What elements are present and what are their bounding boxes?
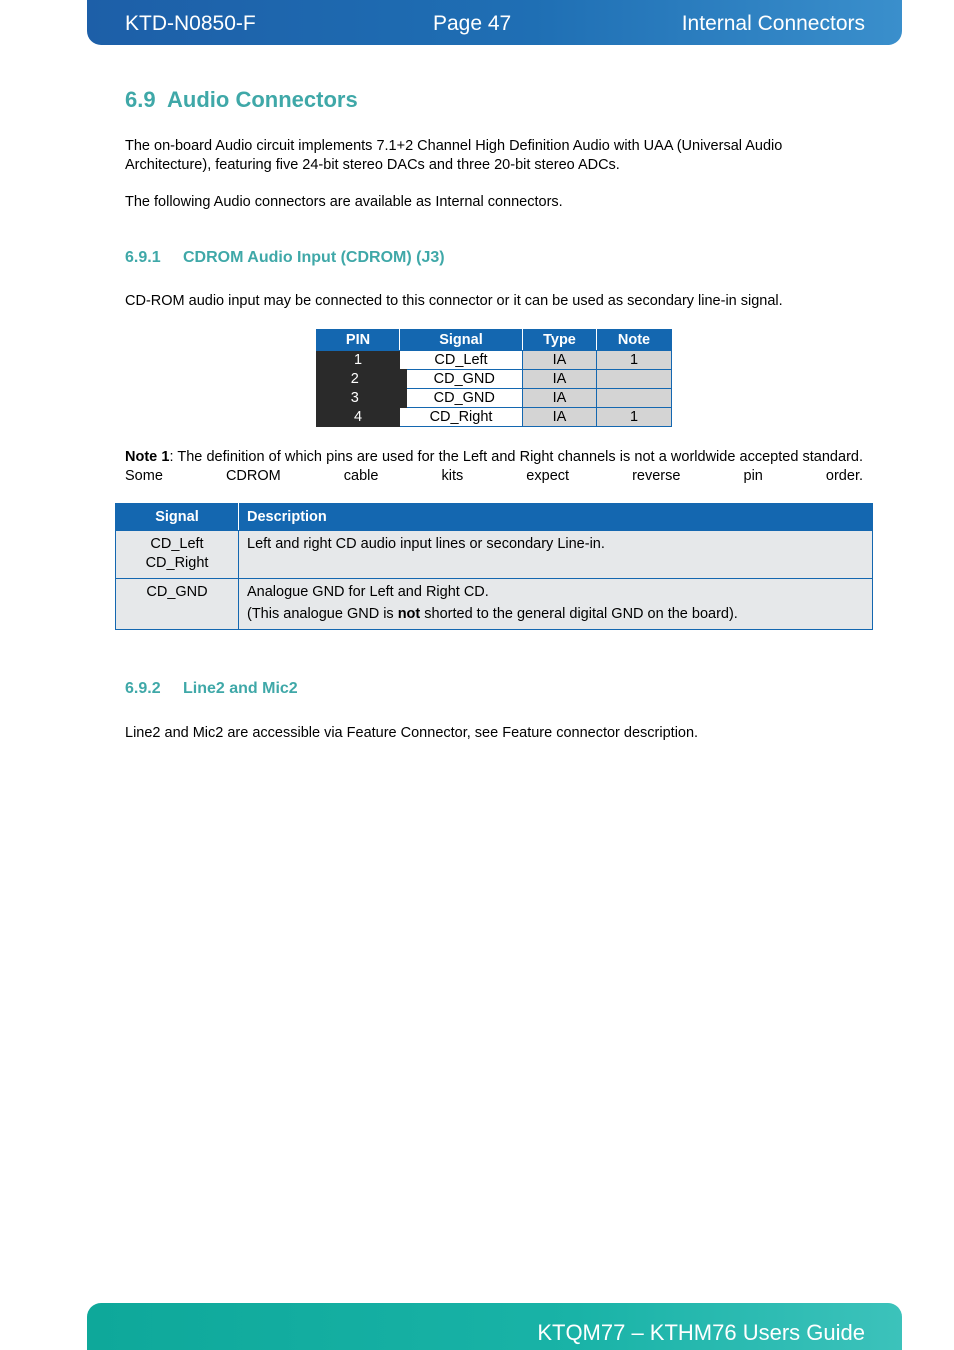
cdrom-description: CD-ROM audio input may be connected to this connector or it can be used as secondary line-in signal. bbox=[125, 293, 783, 309]
signal-note: 1 bbox=[597, 351, 672, 370]
signal-cell: CD_GND bbox=[116, 579, 239, 630]
signal-note: 1 bbox=[597, 408, 672, 427]
pin-number: 1 bbox=[317, 351, 400, 370]
doc-id: KTD-N0850-F bbox=[125, 12, 256, 35]
desc-table-header bbox=[116, 504, 873, 531]
page-header bbox=[87, 0, 902, 45]
col-signal: Signal bbox=[400, 330, 523, 351]
section-heading: 6.9 Audio Connectors bbox=[125, 87, 358, 112]
signal-note bbox=[597, 389, 672, 408]
description-cell: Left and right CD audio input lines or secondary Line-in. bbox=[239, 531, 873, 579]
pin-number: 4 bbox=[317, 408, 400, 427]
col-pin: PIN bbox=[317, 330, 400, 351]
signal-name: CD_GND bbox=[400, 370, 523, 389]
description-line: Analogue GND for Left and Right CD. bbox=[247, 584, 489, 600]
subsection-heading-line2: 6.9.2 Line2 and Mic2 bbox=[125, 680, 298, 697]
col-note: Note bbox=[597, 330, 672, 351]
page-footer bbox=[87, 1303, 902, 1350]
intro-paragraph-2: The following Audio connectors are available as Internal connectors. bbox=[125, 194, 563, 210]
col-signal: Signal bbox=[116, 504, 239, 531]
pin-order-note bbox=[125, 448, 863, 486]
note-text: : The definition of which pins are used for the Left and Right channels is not a worldwide accepted standard. Some CDROM cable kits expect reverse pin order. bbox=[125, 449, 863, 484]
signal-type: IA bbox=[523, 389, 597, 408]
page-number: Page 47 bbox=[433, 12, 512, 35]
signal-name: CD_GND bbox=[400, 389, 523, 408]
table-row bbox=[317, 370, 672, 389]
table-row bbox=[317, 408, 672, 427]
note-label: Note 1 bbox=[125, 449, 170, 465]
pin-number: 3 bbox=[317, 389, 400, 408]
signal-cell bbox=[116, 531, 239, 579]
signal-name: CD_Right bbox=[145, 555, 209, 571]
col-description: Description bbox=[239, 504, 873, 531]
signal-type: IA bbox=[523, 408, 597, 427]
signal-description-table bbox=[115, 503, 873, 630]
table-row bbox=[116, 579, 873, 630]
signal-name: CD_Left bbox=[400, 351, 523, 370]
table-row bbox=[317, 351, 672, 370]
pin-table bbox=[316, 329, 672, 427]
description-cell bbox=[239, 579, 873, 630]
description-line: (This analogue GND is not shorted to the general digital GND on the board). bbox=[247, 606, 738, 622]
pin-number: 2 bbox=[317, 370, 400, 389]
subsection-heading-cdrom: 6.9.1 CDROM Audio Input (CDROM) (J3) bbox=[125, 249, 445, 266]
signal-type: IA bbox=[523, 351, 597, 370]
pin-table-header bbox=[317, 330, 672, 351]
signal-name: CD_Left bbox=[150, 536, 204, 552]
guide-title: KTQM77 – KTHM76 Users Guide bbox=[537, 1320, 865, 1345]
signal-note bbox=[597, 370, 672, 389]
table-row bbox=[317, 389, 672, 408]
col-type: Type bbox=[523, 330, 597, 351]
signal-name: CD_Right bbox=[400, 408, 523, 427]
line2-description: Line2 and Mic2 are accessible via Feature Connector, see Feature connector description. bbox=[125, 725, 699, 741]
intro-paragraph-1: The on-board Audio circuit implements 7.1+2 Channel High Definition Audio with UAA (Universal Audio Architecture), featuring five 24-bit stereo DACs and three 20-bit stereo ADCs. bbox=[125, 138, 783, 173]
signal-type: IA bbox=[523, 370, 597, 389]
table-row bbox=[116, 531, 873, 579]
chapter-title: Internal Connectors bbox=[681, 12, 865, 35]
